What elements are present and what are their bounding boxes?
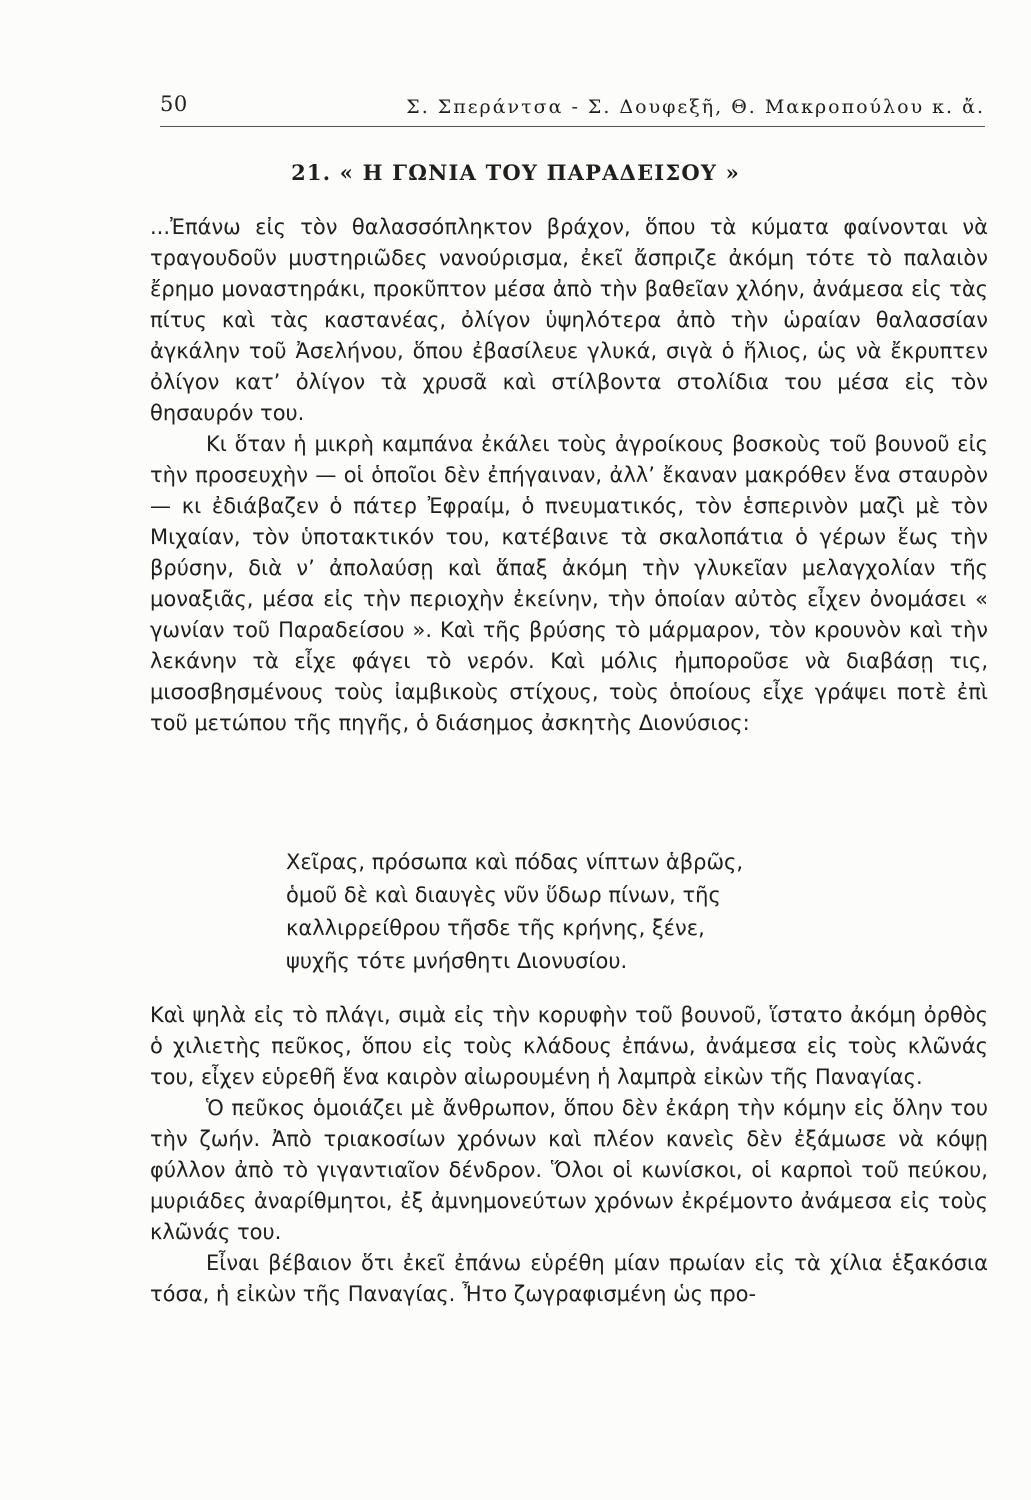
paragraph: Εἶναι βέβαιον ὅτι ἐκεῖ ἐπάνω εὑρέθη μίαν πρωίαν εἰς τὰ χίλια ἑξακόσια τόσα, ἡ εἰκὼν τῆς Παναγίας. Ἦτο ζωγραφισμένη ὡς προ- — [150, 1251, 988, 1306]
paragraph: Κι ὅταν ἡ μικρὴ καμπάνα ἐκάλει τοὺς ἀγροίκους βοσκοὺς τοῦ βουνοῦ εἰς τὴν προσευχὴν — οἱ ὁποῖοι δὲν ἐπήγαιναν, ἀλλ’ ἔκαναν μακρόθεν ἕνα σταυρὸν — κι ἐδιάβαζεν ὁ πάτερ Ἐφραίμ, ὁ πνευματικός, τὸν ἑσπερινὸν μαζὶ μὲ τὸν Μιχαίαν, τὸν ὑποτακτικόν του, κατέβαινε τὰ σκαλοπάτια ὁ γέρων ἕως τὴν βρύσην, διὰ ν’ ἀπολαύσῃ καὶ ἅπαξ ἀκόμη τὴν γλυκεῖαν μελαγχολίαν τῆς μοναξιᾶς, μέσα εἰς τὴν περιοχὴν ἐκείνην, τὴν ὁποίαν αὐτὸς εἶχεν ὀνομάσει « γωνίαν τοῦ Παραδείσου ». Καὶ τῆς βρύσης τὸ μάρμαρον, τὸν κρουνὸν καὶ τὴν λεκάνην τὰ εἶχε φάγει τὸ νερόν. Καὶ μόλις ἠμποροῦσε νὰ διαβάσῃ τις, μισοσβησμένους τοὺς ἰαμβικοὺς στίχους, τοὺς ὁποίους εἶχε γράψει ποτὲ ἐπὶ τοῦ μετώπου τῆς πηγῆς, ὁ διάσημος ἀσκητὴς Διονύσιος: — [150, 432, 988, 735]
poem-inscription — [286, 846, 743, 978]
running-head: Σ. Σπεράντσα - Σ. Δουφεξῆ, Θ. Μακροπούλου κ. ἄ. — [406, 96, 985, 118]
poem-line: καλλιρρείθρου τῆσδε τῆς κρήνης, ξένε, — [286, 916, 705, 940]
header-rule — [160, 126, 985, 127]
paragraph: Καὶ ψηλὰ εἰς τὸ πλάγι, σιμὰ εἰς τὴν κορυφὴν τοῦ βουνοῦ, ἵστατο ἀκόμη ὀρθὸς ὁ χιλιετὴς πεῦκος, ὅπου εἰς τοὺς κλάδους ἐπάνω, ἀνάμεσα εἰς τοὺς κλῶνάς του, εἶχεν εὑρεθῆ ἕνα καιρὸν αἰωρουμένη ἡ λαμπρὰ εἰκὼν τῆς Παναγίας. — [150, 1003, 988, 1089]
chapter-title: 21. « Η ΓΩΝΙΑ ΤΟΥ ΠΑΡΑΔΕΙΣΟΥ » — [291, 160, 740, 185]
paragraph: Ὁ πεῦκος ὁμοιάζει μὲ ἄνθρωπον, ὅπου δὲν ἐκάρη τὴν κόμην εἰς ὅλην του τὴν ζωήν. Ἀπὸ τριακοσίων χρόνων καὶ πλέον κανεὶς δὲν ἐξάμωσε νὰ κόψῃ φύλλον ἀπὸ τὸ γιγαντιαῖον δένδρον. Ὅλοι οἱ κωνίσκοι, οἱ καρποὶ τοῦ πεύκου, μυριάδες ἀναρίθμητοι, ἐξ ἀμνημονεύτων χρόνων ἐκρέμοντο ἀνάμεσα εἰς τοὺς κλῶνάς του. — [150, 1096, 988, 1244]
poem-line: ψυχῆς τότε μνήσθητι Διονυσίου. — [286, 949, 628, 973]
page-number: 50 — [160, 92, 188, 116]
text-block-before-poem — [150, 212, 988, 739]
poem-line: ὁμοῦ δὲ καὶ διαυγὲς νῦν ὕδωρ πίνων, τῆς — [286, 883, 721, 907]
poem-line: Χεῖρας, πρόσωπα καὶ πόδας νίπτων ἁβρῶς, — [286, 850, 744, 874]
text-block-after-poem — [150, 1000, 988, 1310]
paragraph: ...Ἐπάνω εἰς τὸν θαλασσόπληκτον βράχον, ὅπου τὰ κύματα φαίνονται νὰ τραγουδοῦν μυστηριῶδες νανούρισμα, ἐκεῖ ἄσπριζε ἀκόμη τότε τὸ παλαιὸν ἔρημο μοναστηράκι, προκῦπτον μέσα ἀπὸ τὴν βαθεῖαν χλόην, ἀνάμεσα εἰς τὰς πίτυς καὶ τὰς καστανέας, ὀλίγον ὑψηλότερα ἀπὸ τὴν ὡραίαν θαλασσίαν ἀγκάλην τοῦ Ἀσελήνου, ὅπου ἐβασίλευε γλυκά, σιγὰ ὁ ἥλιος, ὡς νὰ ἔκρυπτεν ὀλίγον κατ’ ὀλίγον τὰ χρυσᾶ καὶ στίλβοντα στολίδια του μέσα εἰς τὸν θησαυρόν του. — [150, 215, 988, 425]
page-header — [160, 92, 985, 132]
